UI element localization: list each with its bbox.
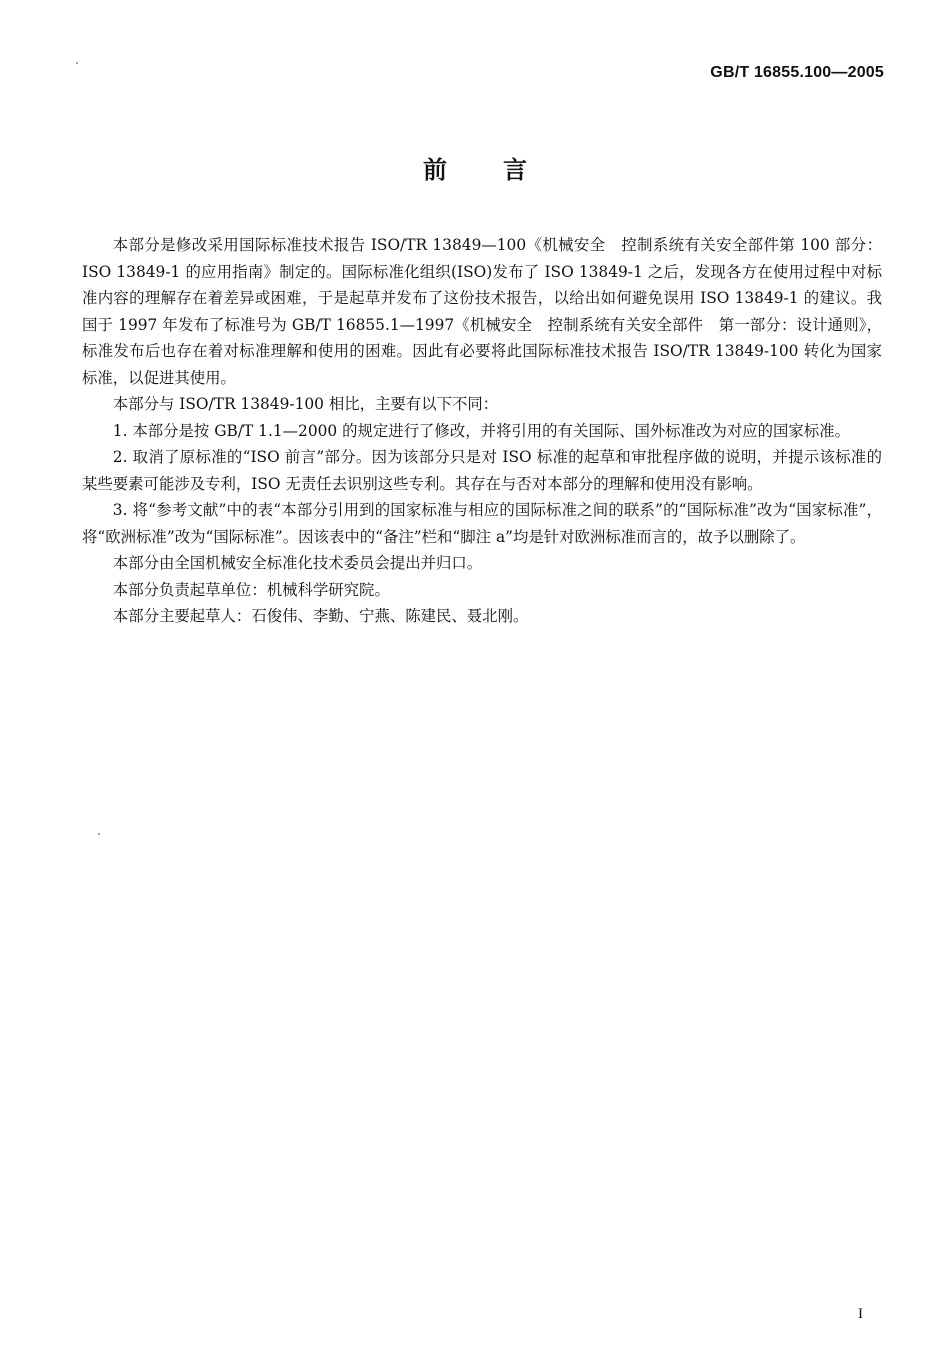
paragraph-difference-1: 1. 本部分是按 GB/T 1.1—2000 的规定进行了修改，并将引用的有关国际、国外标准改为对应的国家标准。: [112, 421, 850, 440]
paragraph-differences-lead: 本部分与 ISO/TR 13849-100 相比，主要有以下不同：: [112, 395, 499, 413]
paragraph-intro: 本部分是修改采用国际标准技术报告 ISO/TR 13849—100《机械安全 控制系统有关安全部件第 100 部分：ISO 13849-1 的应用指南》制定的。国际标准化组织(ISO)发布了 ISO 13849-1 之后，发现各方在使用过程中对标准内容的理解存在着差异或困难，于是起草并发布了这份技术报告，以给出如何避免误用 ISO 13849-1 的建议。我国于 1997 年发布了标准号为 GB/T 16855.1—1997《机械安全 控制系统有关安全部件 第一部分：设计通则》，标准发布后也存在着对标准理解和使用的困难。因此有必要将此国际标准技术报告 ISO/TR 13849-100 转化为国家标准，以促进其使用。: [82, 236, 882, 387]
page-title: 前言: [423, 156, 583, 184]
paragraph-difference-3: 3. 将“参考文献”中的表“本部分引用到的国家标准与相应的国际标准之间的联系”的“国际标准”改为“国家标准”，将“欧洲标准”改为“国际标准”。因该表中的“备注”栏和“脚注 a”均是针对欧洲标准而言的，故予以删除了。: [82, 501, 882, 546]
paragraph-difference-2: 2. 取消了原标准的“ISO 前言”部分。因为该部分只是对 ISO 标准的起草和审批程序做的说明，并提示该标准的某些要素可能涉及专利，ISO 无责任去识别这些专利。其存在与否对本部分的理解和使用没有影响。: [82, 448, 882, 493]
page-number: I: [858, 1306, 863, 1322]
paragraph-drafting-unit: 本部分负责起草单位：机械科学研究院。: [112, 580, 390, 599]
standard-number: GB/T 16855.100—2005: [710, 64, 884, 81]
scan-speck: [76, 62, 78, 64]
paragraph-drafters: 本部分主要起草人：石俊伟、李勤、宁燕、陈建民、聂北刚。: [112, 607, 529, 625]
paragraph-proposer: 本部分由全国机械安全标准化技术委员会提出并归口。: [112, 554, 483, 572]
document-body: [82, 232, 882, 630]
scan-speck: [98, 833, 100, 835]
